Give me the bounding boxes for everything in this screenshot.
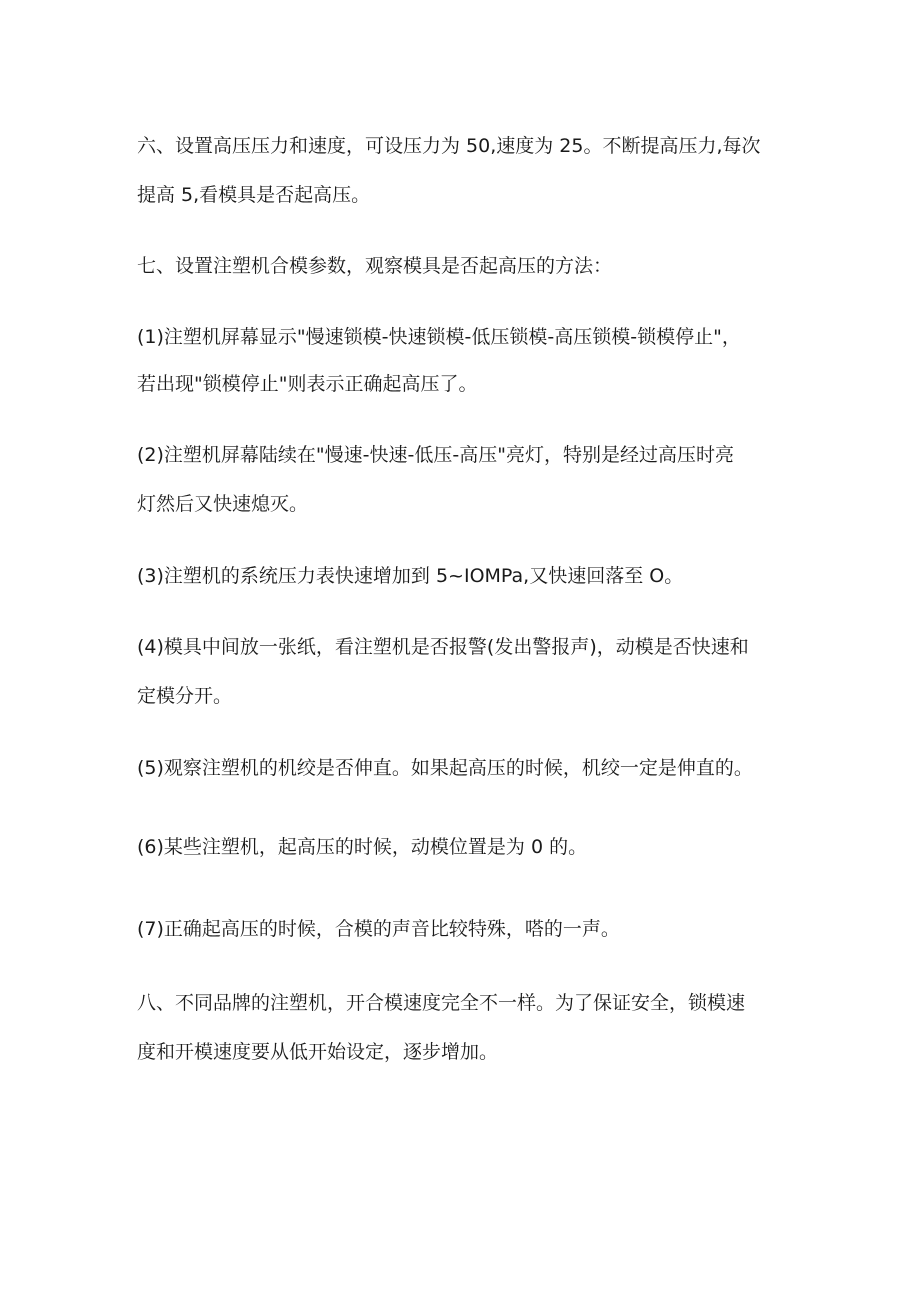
item-1-line-2: 若出现"锁模停止"则表示正确起高压了。	[137, 373, 478, 395]
section-6-line-1: 六、设置高压压力和速度，可设压力为 50,速度为 25。不断提高压力,每次	[137, 135, 761, 157]
item-6-line-1: (6)某些注塑机，起高压的时候，动模位置是为 0 的。	[137, 836, 588, 858]
item-1-line-1: (1)注塑机屏幕显示"慢速锁模-快速锁模-低压锁模-高压锁模-锁模停止"，	[137, 326, 741, 348]
item-4-line-2: 定模分开。	[137, 685, 233, 707]
item-2-line-2: 灯然后又快速熄灭。	[137, 493, 309, 515]
item-3-line-1: (3)注塑机的系统压力表快速增加到 5~IOMPa,又快速回落至 O。	[137, 565, 684, 587]
section-7-heading: 七、设置注塑机合模参数，观察模具是否起高压的方法：	[137, 255, 613, 277]
section-8-line-1: 八、不同品牌的注塑机，开合模速度完全不一样。为了保证安全，锁模速	[137, 992, 746, 1014]
item-5-line-1: (5)观察注塑机的机绞是否伸直。如果起高压的时候，机绞一定是伸直的。	[137, 757, 753, 779]
section-6-line-2: 提高 5,看模具是否起高压。	[137, 184, 371, 206]
item-4-line-1: (4)模具中间放一张纸，看注塑机是否报警(发出警报声)，动模是否快速和	[137, 636, 749, 658]
item-2-line-1: (2)注塑机屏幕陆续在"慢速-快速-低压-高压"亮灯，特别是经过高压时亮	[137, 444, 734, 466]
section-8-line-2: 度和开模速度要从低开始设定，逐步增加。	[137, 1041, 499, 1063]
item-7-line-1: (7)正确起高压的时候，合模的声音比较特殊，嗒的一声。	[137, 918, 620, 940]
